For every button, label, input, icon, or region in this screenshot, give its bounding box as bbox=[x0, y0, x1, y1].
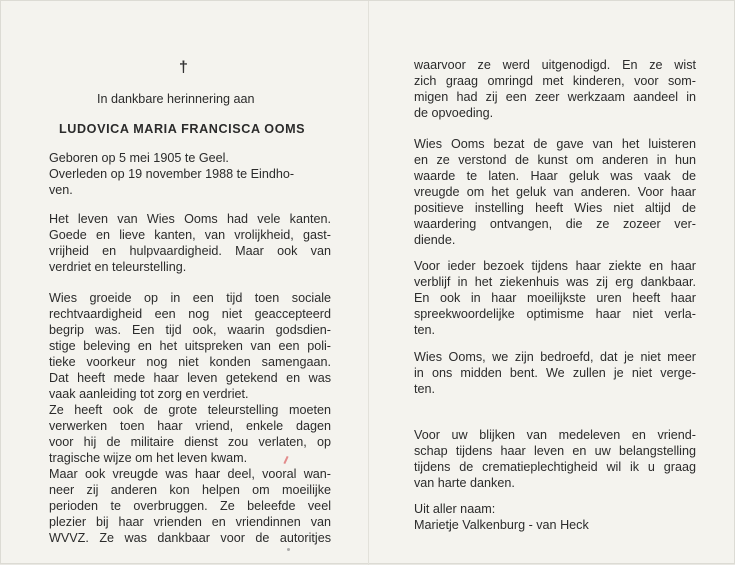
text-line: waardering ontvangen, die ze zozeer ver- bbox=[414, 217, 696, 231]
text-line: Wies groeide op in een tijd toen sociale bbox=[49, 291, 331, 305]
text-line: ven. bbox=[49, 183, 73, 197]
paragraph-2 bbox=[49, 290, 331, 546]
text-line: Het leven van Wies Ooms had vele kanten. bbox=[49, 212, 331, 226]
card-fold-line bbox=[368, 1, 369, 565]
paragraph-5 bbox=[414, 258, 696, 338]
text-line: vrijheid en hulpvaardigheid. Maar ook van bbox=[49, 244, 331, 258]
text-line: plezier bij haar vrienden en vriendinnen van bbox=[49, 515, 331, 529]
text-line: diende. bbox=[414, 233, 456, 247]
text-line: rechtvaardigheid een nog niet geaccepteerd bbox=[49, 307, 331, 321]
cross-icon: † bbox=[179, 59, 188, 76]
signature-block bbox=[414, 501, 696, 533]
text-line: in ons midden bent. We zullen je niet verge- bbox=[414, 366, 696, 380]
deceased-name: LUDOVICA MARIA FRANCISCA OOMS bbox=[59, 122, 306, 136]
paper-speck bbox=[287, 548, 290, 551]
text-line: verdriet en teleurstelling. bbox=[49, 260, 187, 274]
text-line: Dat heeft mede haar leven getekend en was bbox=[49, 371, 331, 385]
text-line: spreekwoordelijke optimisme haar niet verla- bbox=[414, 307, 696, 321]
text-line: ten. bbox=[414, 382, 436, 396]
text-line: Uit aller naam: bbox=[414, 502, 496, 516]
text-line: tieke voorkeur nog niet konden samengaan. bbox=[49, 355, 331, 369]
text-line: verwerken toen haar vriend, enkele dagen bbox=[49, 419, 331, 433]
text-line: Overleden op 19 november 1988 te Eindho- bbox=[49, 167, 295, 181]
text-line: tragische wijze om het leven kwam. bbox=[49, 451, 248, 465]
text-line: ten. bbox=[414, 323, 436, 337]
text-line: van harte danken. bbox=[414, 476, 515, 490]
text-line: Geboren op 5 mei 1905 te Geel. bbox=[49, 151, 229, 165]
paragraph-6 bbox=[414, 349, 696, 397]
text-line: de opvoeding. bbox=[414, 106, 494, 120]
text-line: Goede en lieve kanten, van vrolijkheid, gast- bbox=[49, 228, 331, 242]
text-line: En ook in haar moeilijkste uren heeft haar bbox=[414, 291, 696, 305]
text-line: begrip was. Een tijd ook, waarin godsdien- bbox=[49, 323, 331, 337]
text-line: perioden te overbruggen. Ze beleefde veel bbox=[49, 499, 331, 513]
text-line: Wies Ooms bezat de gave van het luisteren bbox=[414, 137, 696, 151]
text-line: migen had zij een zeer werkzaam aandeel in bbox=[414, 90, 696, 104]
memorial-heading: In dankbare herinnering aan bbox=[97, 92, 255, 106]
text-line: Ze heeft ook de grote teleurstelling moeten bbox=[49, 403, 331, 417]
text-line: Voor ieder bezoek tijdens haar ziekte en haar bbox=[414, 259, 696, 273]
text-line: Voor uw blijken van medeleven en vriend- bbox=[414, 428, 696, 442]
text-line: vaak aanleiding tot zorg en verdriet. bbox=[49, 387, 249, 401]
text-line: Maar ook vreugde was haar deel, vooral wan- bbox=[49, 467, 331, 481]
signatory-name: Marietje Valkenburg - van Heck bbox=[414, 518, 589, 532]
text-line: schap tijdens haar leven en uw belangstelling bbox=[414, 444, 696, 458]
paragraph-7 bbox=[414, 427, 696, 491]
text-line: neer zij anderen kon helpen om moeilijke bbox=[49, 483, 331, 497]
paragraph-1 bbox=[49, 211, 331, 275]
text-line: stige beleving en het uitspreken van een poli- bbox=[49, 339, 331, 353]
text-line: voor hij de militaire dienst zou verlaten, op bbox=[49, 435, 331, 449]
text-line: vreugde om het geluk van anderen. Voor haar bbox=[414, 185, 696, 199]
text-line: Wies Ooms, we zijn bedroefd, dat je niet meer bbox=[414, 350, 696, 364]
text-line: WVVZ. Ze was dankbaar voor de autoritjes bbox=[49, 531, 331, 545]
text-line: waarvoor ze werd uitgenodigd. En ze wist bbox=[414, 58, 696, 72]
text-line: tijdens de crematieplechtigheid wil ik u graag bbox=[414, 460, 696, 474]
text-line: en ze verstond de kunst om anderen in hun bbox=[414, 153, 696, 167]
text-line: verblijf in het ziekenhuis was zij erg dankbaar. bbox=[414, 275, 696, 289]
text-line: waarde te laten. Haar geluk was vaak de bbox=[414, 169, 696, 183]
paragraph-4 bbox=[414, 136, 696, 248]
dates-block bbox=[49, 150, 331, 198]
text-line: positieve instelling heeft Wies niet altijd de bbox=[414, 201, 696, 215]
text-line: zich graag omringd met kinderen, voor som- bbox=[414, 74, 696, 88]
paragraph-3 bbox=[414, 57, 696, 121]
